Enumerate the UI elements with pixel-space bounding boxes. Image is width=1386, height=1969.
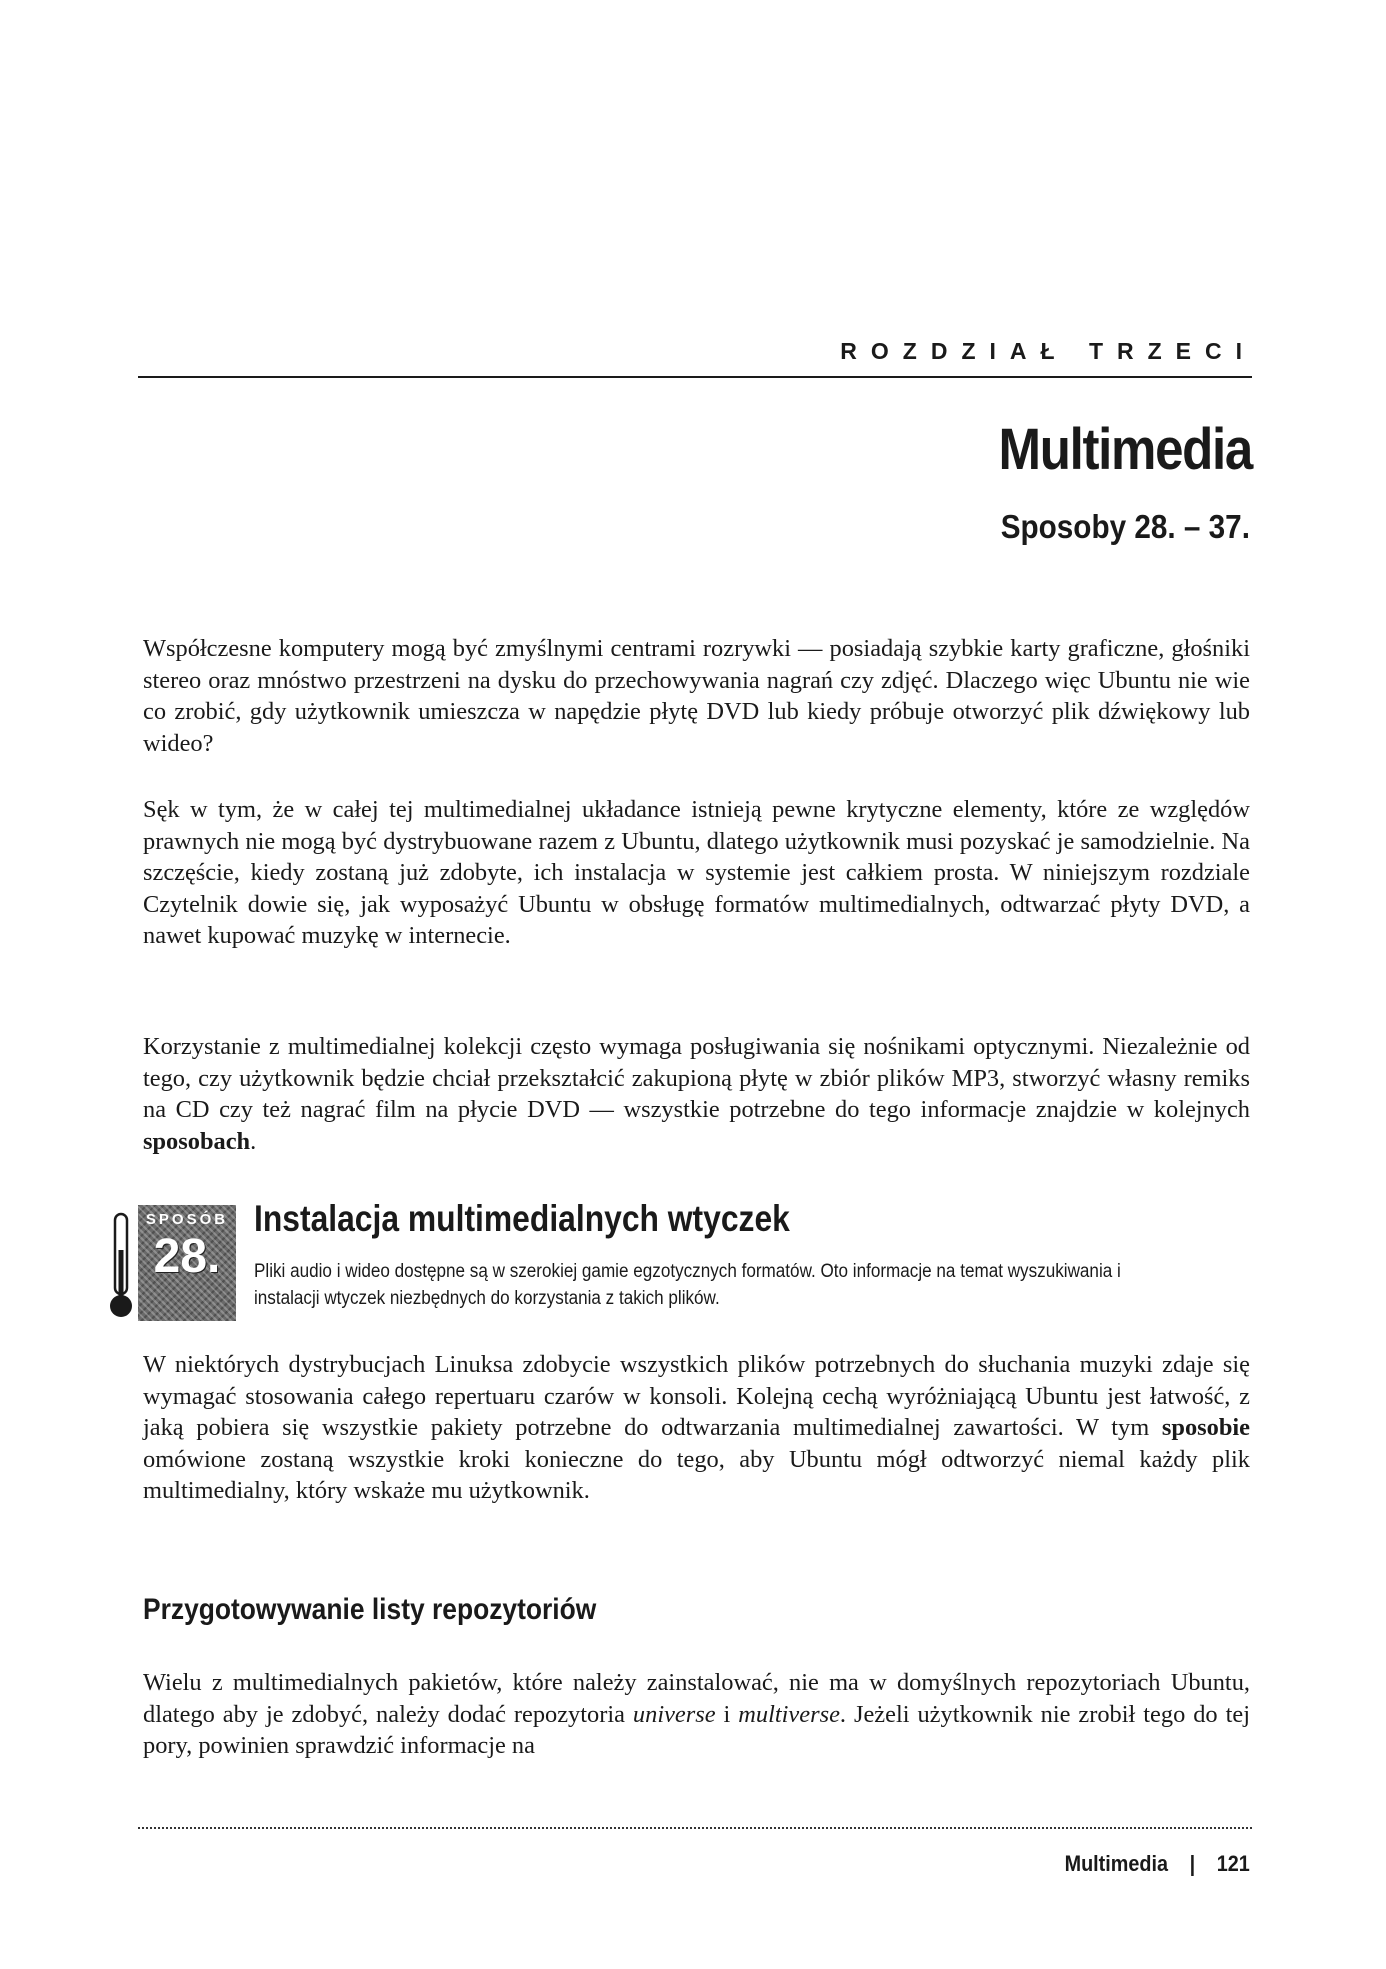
chapter-label: ROZDZIAŁ TRZECI bbox=[840, 338, 1256, 364]
section-p1-em2: multiverse bbox=[738, 1700, 840, 1728]
intro-p3-end: . bbox=[250, 1127, 257, 1155]
hack-badge-label: SPOSÓB bbox=[145, 1211, 229, 1228]
hack-p1-text: W niektórych dystrybucjach Linuksa zdobycie wszystkich plików potrzebnych do słuchania muzyki zdaje się wymagać stosowania całego repertuaru czarów w konsoli. Kolejną cechą wyróżniającą Ubuntu jest łatwość, z jaką pobiera się wszystkie pakiety potrzebne do odtwarzania multimedialnej zawartości. W tym bbox=[143, 1351, 1250, 1441]
footer-rule bbox=[138, 1827, 1252, 1829]
section-heading: Przygotowywanie listy repozytoriów bbox=[143, 1593, 597, 1626]
footer bbox=[1065, 1851, 1250, 1877]
section-p1-c: . Jeżeli użytkownik nie zrobił tego do tej pory, powinien sprawdzić informacje na bbox=[143, 1700, 1250, 1759]
hack-badge-number: 28. bbox=[153, 1230, 221, 1283]
chapter-rule bbox=[138, 376, 1252, 378]
hack-p1-bold: sposobie bbox=[1161, 1414, 1250, 1441]
section-p1-em1: universe bbox=[632, 1700, 716, 1728]
footer-chapter: Multimedia bbox=[1064, 1851, 1169, 1876]
hack-p1-end: omówione zostaną wszystkie kroki konieczne do tego, aby Ubuntu mógł odtworzyć niemal każdy plik multimedialny, który wskaże mu użytkownik. bbox=[143, 1445, 1250, 1504]
hack-title: Instalacja multimedialnych wtyczek bbox=[254, 1198, 790, 1239]
section-paragraph-1 bbox=[143, 1667, 1250, 1762]
chapter-subtitle: Sposoby 28. – 37. bbox=[1000, 508, 1250, 545]
page-number: 121 bbox=[1216, 1851, 1250, 1876]
thermometer-icon bbox=[108, 1210, 134, 1322]
footer-separator: | bbox=[1189, 1851, 1196, 1876]
intro-p3-text: Korzystanie z multimedialnej kolekcji często wymaga posługiwania się nośnikami optycznymi. Niezależnie od tego, czy użytkownik będzie chciał przekształcić zakupioną płytę w zbiór plików MP3, stworzyć własny remiks na CD czy też nagrać film na płycie DVD — wszystkie potrzebne do tego informacje znajdzie w kolejnych bbox=[143, 1033, 1250, 1123]
intro-paragraph-1: Współczesne komputery mogą być zmyślnymi centrami rozrywki — posiadają szybkie karty graficzne, głośniki stereo oraz mnóstwo przestrzeni na dysku do przechowywania nagrań czy zdjęć. Dlaczego więc Ubuntu nie wie co zrobić, gdy użytkownik umieszcza w napędzie płytę DVD lub kiedy próbuje otworzyć plik dźwiękowy lub wideo? bbox=[143, 635, 1250, 757]
intro-p3-bold: sposobach bbox=[143, 1127, 251, 1155]
intro-paragraph-2: Sęk w tym, że w całej tej multimedialnej układance istnieją pewne krytyczne elementy, które ze względów prawnych nie mogą być dystrybuowane razem z Ubuntu, dlatego użytkownik musi pozyskać je samodzielnie. Na szczęście, kiedy zostaną już zdobyte, ich instalacja w systemie jest całkiem prosta. W niniejszym rozdziale Czytelnik dowie się, jak wyposażyć Ubuntu w obsługę formatów multimedialnych, odtwarzać płyty DVD, a nawet kupować muzykę w internecie. bbox=[143, 796, 1250, 949]
section-p1-a: Wielu z multimedialnych pakietów, które należy zainstalować, nie ma w domyślnych repozytoriach Ubuntu, dlatego aby je zdobyć, należy dodać repozytoria bbox=[143, 1669, 1250, 1728]
hack-paragraph-1 bbox=[143, 1349, 1250, 1507]
intro-paragraph-3 bbox=[143, 1031, 1250, 1157]
section-p1-b: i bbox=[715, 1700, 739, 1728]
chapter-title: Multimedia bbox=[998, 417, 1252, 482]
hack-description: Pliki audio i wideo dostępne są w szerokiej gamie egzotycznych formatów. Oto informacje na temat wyszukiwania i instalacji wtyczek niezbędnych do korzystania z takich plików. bbox=[254, 1261, 1121, 1309]
hack-badge bbox=[138, 1205, 236, 1321]
